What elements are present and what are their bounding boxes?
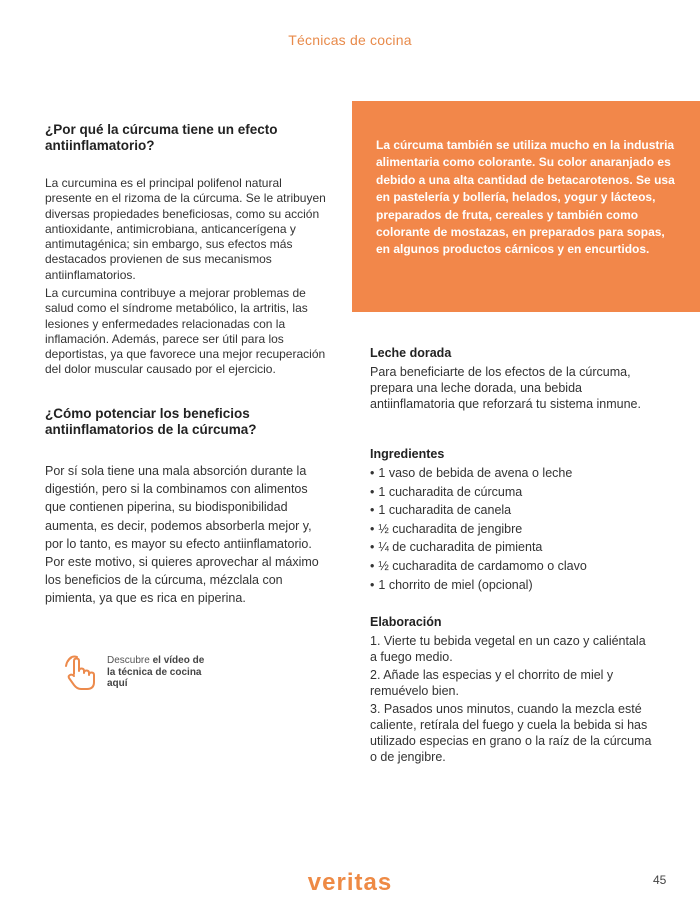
recipe-intro: Para beneficiarte de los efectos de la cúrcuma, prepara una leche dorada, una bebida antiinflamatoria que reforzará tu sistema inmune. — [370, 365, 641, 411]
heading-2: ¿Cómo potenciar los beneficios antiinflamatorios de la cúrcuma? — [45, 406, 257, 437]
list-item: • 1 cucharadita de cúrcuma — [370, 484, 523, 499]
steps-title: Elaboración — [370, 615, 442, 629]
paragraph-curcumin-intro: La curcumina es el principal polifenol natural presente en el rizoma de la cúrcuma. Se le atribuyen diversas propiedades beneficiosas, como su acción antioxidante, antimicrobiana, anticancerígena y antimutagénica; sin embargo, sus efectos más destacados provienen de sus mecanismos antiinflamatorios. — [45, 176, 326, 282]
hand-pointer-icon — [62, 652, 102, 692]
ingredients-list — [370, 464, 660, 594]
list-item: 1. Vierte tu bebida vegetal en un cazo y caliéntala a fuego medio. — [370, 634, 646, 664]
list-item: 2. Añade las especias y el chorrito de miel y remuévelo bien. — [370, 668, 614, 698]
list-item: • ½ cucharadita de cardamomo o clavo — [370, 558, 587, 573]
section-header: Técnicas de cocina — [288, 32, 412, 48]
recipe-section — [370, 346, 660, 360]
paragraph-curcumin-health: La curcumina contribuye a mejorar problemas de salud como el síndrome metabólico, la artritis, las lesiones y enfermedades relacionadas con la inflamación. Además, parece ser útil para los deportistas, ya que favorece una mejor recuperación del dolor muscular causado por el ejercicio. — [45, 286, 326, 377]
brand-logo: veritas — [307, 869, 393, 890]
info-box-text: La cúrcuma también se utiliza mucho en la industria alimentaria como colorante. Su color anaranjado es debido a una alta cantidad de betacarotenos. Se usa en pastelería y bollería, helados, yogur y lácteos, preparados de fruta, cereales y también como colorante de mostazas, en preparados para sopas, en algunos productos cárnicos y en encurtidos. — [376, 138, 675, 257]
video-link-text[interactable]: Descubre el vídeo de la técnica de cocina aquí — [107, 655, 205, 689]
list-item: • 1 cucharadita de canela — [370, 503, 512, 518]
video-link[interactable] — [62, 652, 212, 696]
recipe-title: Leche dorada — [370, 346, 452, 360]
info-box — [352, 101, 700, 312]
list-item: 3. Pasados unos minutos, cuando la mezcla esté caliente, retírala del fuego y cuela la bebida si has utilizado especias en grano o la raíz de la cúrcuma o de jengibre. — [370, 702, 652, 764]
ingredients-title: Ingredientes — [370, 447, 445, 461]
heading-1: ¿Por qué la cúrcuma tiene un efecto antiinflamatorio? — [45, 122, 278, 153]
list-item: • 1 vaso de bebida de avena o leche — [370, 466, 573, 480]
paragraph-absorption: Por sí sola tiene una mala absorción durante la digestión, pero si la combinamos con alimentos que contienen piperina, su biodisponibilidad aumenta, es decir, podemos absorberla mejor y, por lo tanto, es mayor su efecto antiinflamatorio. Por este motivo, si quieres aprovechar al máximo los beneficios de la cúrcuma, mézclala con pimienta, ya que es rica en piperina. — [45, 464, 319, 606]
heading-why-antiinflammatory — [45, 122, 327, 153]
page-number: 45 — [653, 873, 667, 887]
list-item: • 1 chorrito de miel (opcional) — [370, 577, 533, 592]
steps-list — [370, 633, 655, 765]
list-item: • ½ cucharadita de jengibre — [370, 521, 523, 536]
list-item: • ¼ de cucharadita de pimienta — [370, 540, 543, 555]
